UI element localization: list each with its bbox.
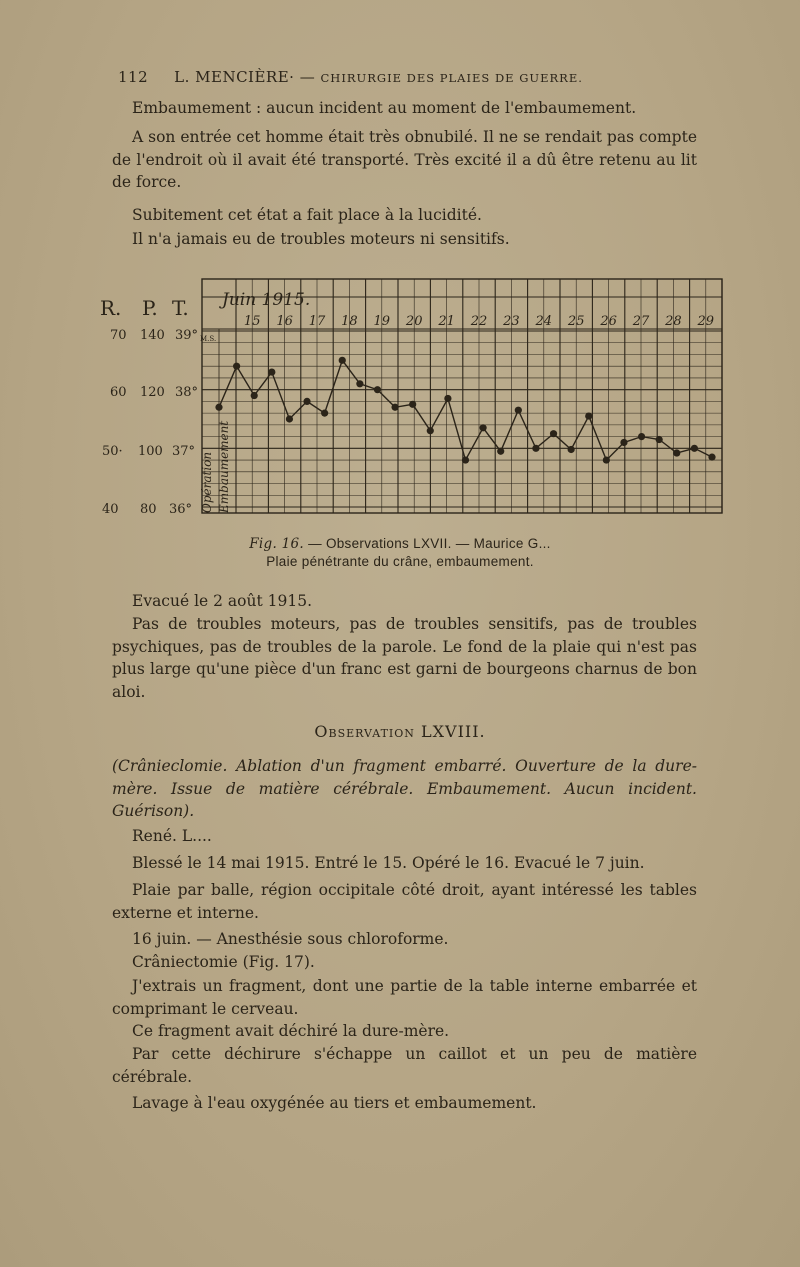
chart-title: Juin 1915. [222, 290, 311, 310]
temperature-point [462, 456, 469, 463]
paragraph-fragment: J'extrais un fragment, dont une partie de la table interne embarrée et comprimant le cerveau. [112, 977, 697, 1018]
y-label-p-39: 140 [140, 328, 165, 343]
temperature-point [409, 401, 416, 408]
temperature-point [585, 412, 592, 419]
day-label: 17 [308, 314, 326, 329]
paragraph-16-juin: 16 juin. — Anesthésie sous chloroforme. [132, 930, 449, 948]
observation-subtitle: (Crânieclomie. Ablation d'un fragment embarré. Ouverture de la dure-mère. Issue de matière cérébrale. Embaumement. Aucun incident. Guérison). [112, 757, 697, 820]
day-label: 22 [470, 314, 488, 329]
day-label: 19 [373, 314, 391, 329]
paragraph-lavage: Lavage à l'eau oxygénée au tiers et embaumement. [132, 1094, 537, 1112]
paragraph-rene: René. L.... [132, 827, 212, 845]
page-number: 112 [118, 68, 149, 86]
y-label-p-36: 80 [140, 502, 157, 517]
axis-header-t: T. [172, 296, 189, 320]
temperature-point [497, 448, 504, 455]
temperature-point [691, 445, 698, 452]
day-labels [244, 314, 714, 329]
running-title: CHIRURGIE DES PLAIES DE GUERRE. [320, 71, 583, 85]
paragraph-entree: A son entrée cet homme était très obnubilé. Il ne se rendait pas compte de l'endroit où il avait été transporté. Très excité il a dû être retenu au lit de force. [112, 128, 697, 191]
y-label-r-39: 70 [110, 328, 127, 343]
observation-title: Observation LXVIII. [314, 722, 486, 741]
day-label: 29 [697, 314, 715, 329]
paragraph-pas-de-troubles: Pas de troubles moteurs, pas de troubles sensitifs, pas de troubles psychiques, pas de troubles de la parole. Le fond de la plaie qui n'est pas plus large qu'une pièce d'un franc est garni de bourgeons charnus de bon aloi. [112, 615, 697, 701]
temperature-series [215, 357, 715, 464]
y-label-r-37: 50· [102, 444, 123, 459]
temperature-chart-svg [92, 275, 732, 520]
temperature-line [219, 360, 712, 460]
temperature-point [391, 404, 398, 411]
temperature-point [480, 424, 487, 431]
temperature-point [532, 445, 539, 452]
paragraph-plaie: Plaie par balle, région occipitale côté droit, ayant intéressé les tables externe et interne. [112, 881, 697, 922]
paragraph-blesse: Blessé le 14 mai 1915. Entré le 15. Opéré le 16. Evacué le 7 juin. [132, 854, 645, 872]
day-label: 27 [632, 314, 650, 329]
temperature-point [303, 398, 310, 405]
temperature-point [374, 386, 381, 393]
temperature-point [233, 363, 240, 370]
day-label: 23 [503, 314, 520, 329]
caption-fig-label: Fig. 16. [249, 536, 305, 552]
paragraph-lucidite: Subitement cet état a fait place à la lucidité. [132, 206, 482, 224]
vertical-annotation-operation: Opération [200, 451, 214, 513]
temperature-point [568, 446, 575, 453]
temperature-point [251, 392, 258, 399]
axis-header-r: R. [100, 296, 122, 320]
running-header [118, 68, 740, 86]
day-label: 21 [438, 314, 455, 329]
temperature-point [321, 410, 328, 417]
day-label: 16 [276, 314, 293, 329]
temperature-chart [92, 275, 732, 520]
day-label: 24 [535, 314, 553, 329]
vertical-annotation-embaumement: Embaumement [217, 420, 231, 513]
day-label: 28 [665, 314, 682, 329]
caption-line-1: Fig. 16. — Observations LXVII. — Maurice G... [249, 536, 551, 552]
header-author: L. MENCIÈRE· — CHIRURGIE DES PLAIES DE GUERRE. [174, 68, 583, 86]
y-label-p-38: 120 [140, 385, 165, 400]
y-label-p-37: 100 [138, 444, 163, 459]
y-label-t-38: 38° [175, 385, 199, 400]
temperature-point [550, 430, 557, 437]
temperature-point [215, 404, 222, 411]
axis-header-p: P. [142, 296, 158, 320]
y-label-r-38: 60 [110, 385, 127, 400]
temperature-point [620, 439, 627, 446]
y-label-r-36: 40 [102, 502, 119, 517]
temperature-point [444, 395, 451, 402]
paragraph-craniectomie: Crâniectomie (Fig. 17). [132, 953, 315, 971]
day-label: 15 [243, 314, 261, 329]
y-label-t-36: 36° [169, 502, 193, 517]
paragraph-dure-mere: Ce fragment avait déchiré la dure-mère. [132, 1022, 450, 1040]
temperature-point [515, 407, 522, 414]
y-label-t-39: 39° [175, 328, 199, 343]
figure-caption [100, 535, 700, 571]
paragraph-evacue: Evacué le 2 août 1915. [132, 592, 313, 610]
paragraph-troubles: Il n'a jamais eu de troubles moteurs ni sensitifs. [132, 230, 510, 248]
temperature-point [286, 415, 293, 422]
caption-line-2: Plaie pénétrante du crâne, embaumement. [266, 554, 534, 569]
temperature-point [427, 427, 434, 434]
day-label: 20 [405, 314, 423, 329]
temperature-point [339, 357, 346, 364]
temperature-point [603, 456, 610, 463]
temperature-point [708, 454, 715, 461]
temperature-point [356, 380, 363, 387]
day-label: 26 [600, 314, 617, 329]
temperature-point [268, 368, 275, 375]
paragraph-embaumement: Embaumement : aucun incident au moment de l'embaumement. [132, 99, 637, 117]
day-label: 18 [341, 314, 358, 329]
temperature-point [656, 436, 663, 443]
day-label: 25 [567, 314, 585, 329]
paragraph-caillot: Par cette déchirure s'échappe un caillot et un peu de matière cérébrale. [112, 1045, 697, 1086]
temperature-point [673, 449, 680, 456]
temperature-point [638, 433, 645, 440]
y-label-t-37: 37° [172, 444, 196, 459]
ms-label: M.S. [200, 335, 217, 343]
